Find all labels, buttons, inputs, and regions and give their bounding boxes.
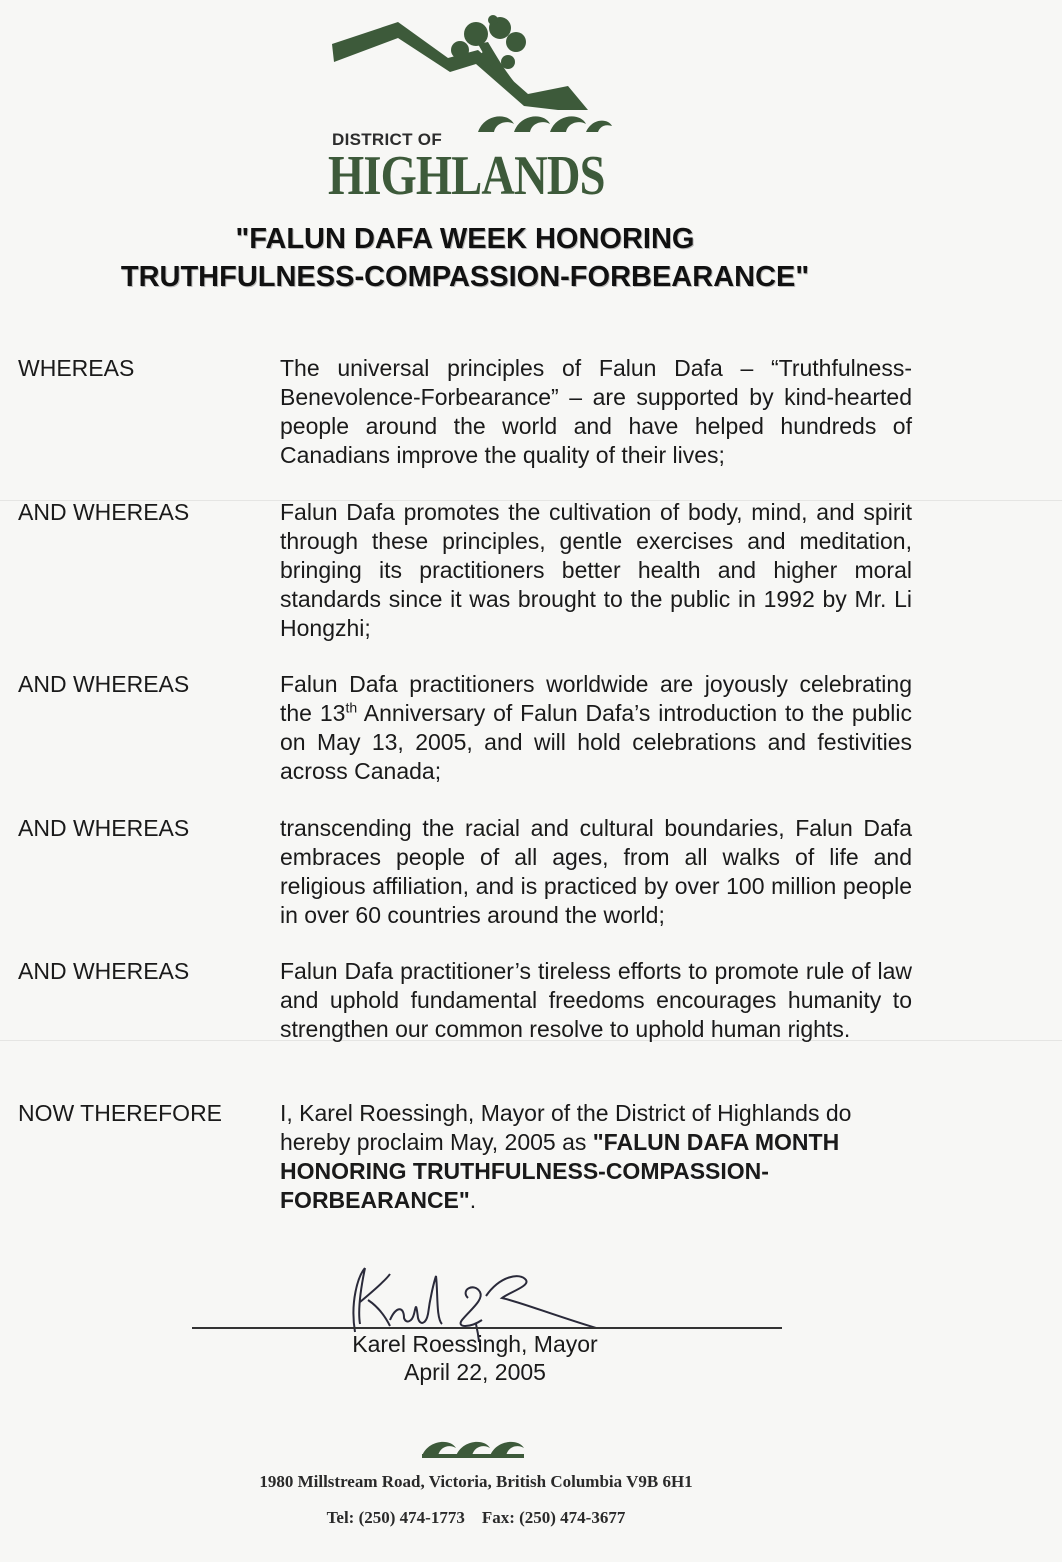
- clause-text: The universal principles of Falun Dafa – “Truthfulness-Benevolence-Forbearance” – are supported by kind-hearted people around the world and have helped hundreds of Canadians improve the quality of their lives;: [280, 355, 912, 468]
- clause-text: Falun Dafa practitioner’s tireless efforts to promote rule of law and uphold fundamental freedoms encourages humanity to strengthen our common resolve to uphold human rights.: [280, 958, 912, 1042]
- ordinal-suffix: th: [345, 699, 358, 716]
- clause-label: AND WHEREAS: [18, 958, 190, 984]
- signatory-name: Karel Roessingh, Mayor: [352, 1331, 598, 1357]
- mountain-tree-icon: [328, 14, 618, 144]
- clause-text-part-a: I, Karel Roessingh, Mayor of the District of Highlands do hereby proclaim May, 2005 as: [280, 1100, 852, 1155]
- signature-date: April 22, 2005: [404, 1359, 546, 1385]
- clause-label: AND WHEREAS: [18, 499, 190, 525]
- clause-text: [280, 1099, 912, 1215]
- clause-text: Falun Dafa promotes the cultivation of body, mind, and spirit through these principles, gentle exercises and meditation, bringing its practitioners better health and higher moral standards since it was brought to the public in 1992 by Mr. Li Hongzhi;: [280, 499, 912, 641]
- clause-label: AND WHEREAS: [18, 671, 190, 697]
- clause-text-part-b: Anniversary of Falun Dafa’s introduction to the public on May 13, 2005, and will hold celebrations and festivities across Canada;: [280, 700, 913, 784]
- clause-text-part-a: Falun Dafa practitioners worldwide are joyously celebrating the 13: [280, 671, 912, 726]
- footer-contact: Tel: (250) 474-1773 Fax: (250) 474-3677: [326, 1508, 626, 1527]
- logo-highlands: HIGHLANDS: [328, 145, 605, 207]
- clause-text-part-b: .: [469, 1187, 477, 1213]
- clause-label: AND WHEREAS: [18, 815, 190, 841]
- footer-address: 1980 Millstream Road, Victoria, British Columbia V9B 6H1: [259, 1472, 693, 1491]
- signature-line: [192, 1327, 782, 1329]
- waves-icon: [420, 1434, 530, 1462]
- district-logo: [328, 14, 618, 207]
- proclamation-title: [0, 220, 930, 296]
- title-line-2: TRUTHFULNESS-COMPASSION-FORBEARANCE": [120, 261, 810, 293]
- clause-text: [280, 670, 912, 786]
- proclamation-bold: "FALUN DAFA MONTH HONORING TRUTHFULNESS-COMPASSION-FORBEARANCE": [280, 1129, 840, 1213]
- clause-label: NOW THEREFORE: [18, 1100, 223, 1126]
- clause-label: WHEREAS: [18, 355, 135, 381]
- logo-district-of: DISTRICT OF: [332, 130, 443, 149]
- title-line-1: "FALUN DAFA WEEK HONORING: [235, 223, 695, 255]
- clause-text: transcending the racial and cultural boundaries, Falun Dafa embraces people of all ages, from all walks of life and religious affiliation, and is practiced by over 100 million people in over 60 countries around the world;: [280, 815, 912, 928]
